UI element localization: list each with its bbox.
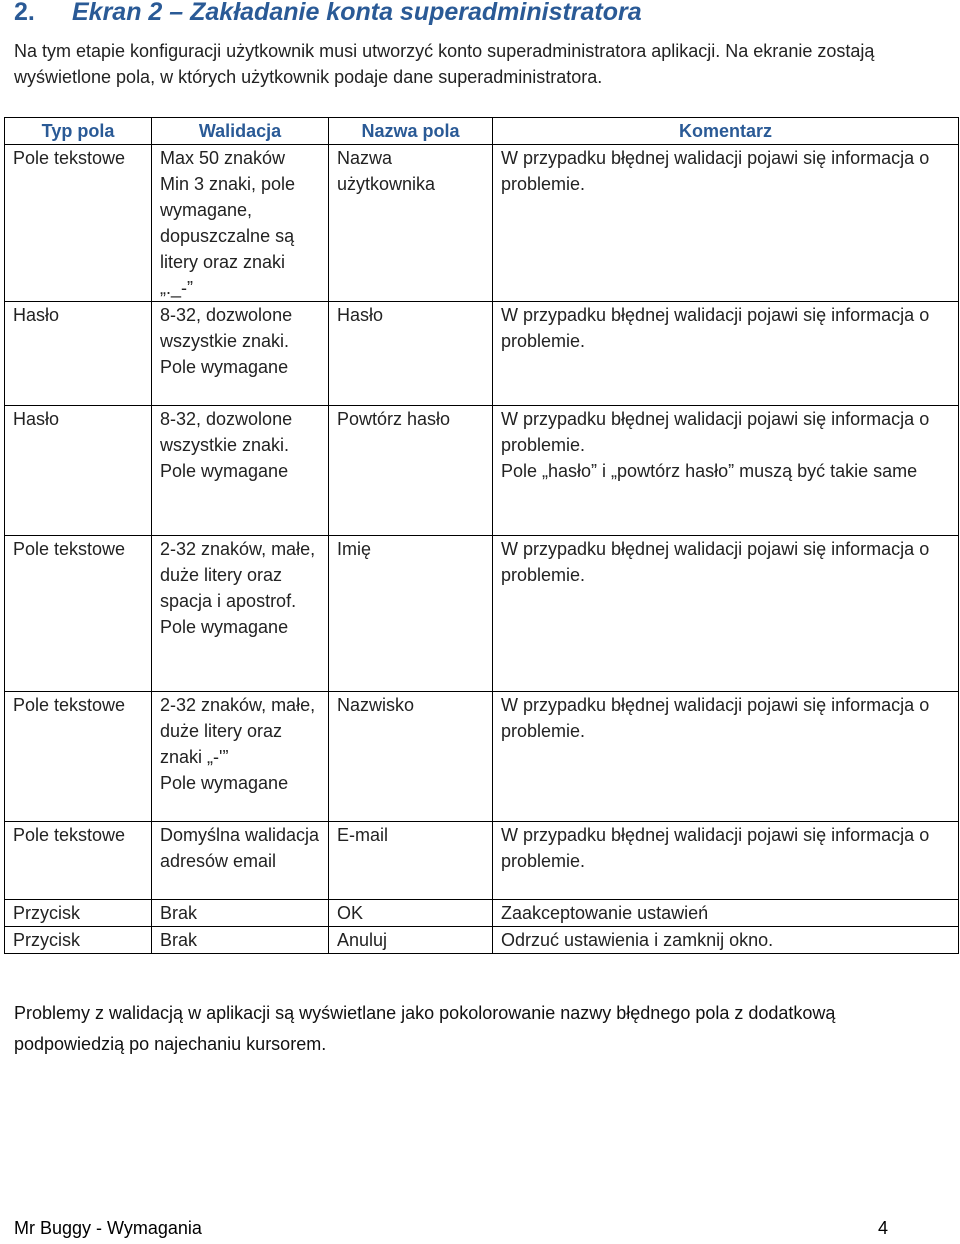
cell-field-name: Nazwisko bbox=[329, 692, 493, 822]
cell-comment: W przypadku błędnej walidacji pojawi się informacja o problemie. bbox=[493, 822, 959, 900]
footer-doc-title: Mr Buggy - Wymagania bbox=[14, 1218, 202, 1238]
cell-comment: W przypadku błędnej walidacji pojawi się informacja o problemie. bbox=[493, 692, 959, 822]
table-row bbox=[5, 692, 959, 822]
page-footer bbox=[14, 1218, 888, 1239]
header-comment: Komentarz bbox=[493, 118, 959, 145]
header-field-type: Typ pola bbox=[5, 118, 152, 145]
fields-table bbox=[4, 117, 959, 954]
cell-field-name: E-mail bbox=[329, 822, 493, 900]
table-row bbox=[5, 536, 959, 692]
section-heading bbox=[14, 0, 642, 27]
cell-validation: 8-32, dozwolone wszystkie znaki. Pole wymagane bbox=[152, 406, 329, 536]
cell-field-type: Pole tekstowe bbox=[5, 822, 152, 900]
cell-field-name: Anuluj bbox=[329, 927, 493, 954]
cell-field-type: Pole tekstowe bbox=[5, 536, 152, 692]
section-title: Ekran 2 – Zakładanie konta superadministratora bbox=[72, 0, 642, 26]
cell-field-name: Powtórz hasło bbox=[329, 406, 493, 536]
cell-validation: Domyślna walidacja adresów email bbox=[152, 822, 329, 900]
cell-field-type: Pole tekstowe bbox=[5, 692, 152, 822]
cell-validation: Brak bbox=[152, 927, 329, 954]
cell-field-type: Hasło bbox=[5, 406, 152, 536]
page-number: 4 bbox=[877, 1218, 888, 1238]
cell-field-type: Przycisk bbox=[5, 927, 152, 954]
cell-comment: Zaakceptowanie ustawień bbox=[493, 900, 959, 927]
header-validation: Walidacja bbox=[152, 118, 329, 145]
cell-comment: W przypadku błędnej walidacji pojawi się informacja o problemie. bbox=[493, 145, 959, 302]
table-row bbox=[5, 406, 959, 536]
table-row bbox=[5, 900, 959, 927]
table-row bbox=[5, 302, 959, 406]
cell-field-type: Pole tekstowe bbox=[5, 145, 152, 302]
cell-comment: W przypadku błędnej walidacji pojawi się informacja o problemie. Pole „hasło” i „powtórz hasło” muszą być takie same bbox=[493, 406, 959, 536]
cell-field-name: Nazwa użytkownika bbox=[329, 145, 493, 302]
cell-validation: 2-32 znaków, małe, duże litery oraz spacja i apostrof. Pole wymagane bbox=[152, 536, 329, 692]
table-row bbox=[5, 822, 959, 900]
validation-note: Problemy z walidacją w aplikacji są wyświetlane jako pokolorowanie nazwy błędnego pola z dodatkową podpowiedzią po najechaniu kursorem. bbox=[14, 1003, 836, 1054]
section-number: 2. bbox=[14, 0, 35, 26]
table-row bbox=[5, 927, 959, 954]
cell-validation: Brak bbox=[152, 900, 329, 927]
table-body bbox=[5, 145, 959, 954]
cell-comment: W przypadku błędnej walidacji pojawi się informacja o problemie. bbox=[493, 536, 959, 692]
cell-validation: 8-32, dozwolone wszystkie znaki. Pole wymagane bbox=[152, 302, 329, 406]
cell-field-type: Hasło bbox=[5, 302, 152, 406]
cell-validation: Max 50 znaków Min 3 znaki, pole wymagane, dopuszczalne są litery oraz znaki „._-” bbox=[152, 145, 329, 302]
header-field-name: Nazwa pola bbox=[329, 118, 493, 145]
cell-field-type: Przycisk bbox=[5, 900, 152, 927]
cell-validation: 2-32 znaków, małe, duże litery oraz znaki „-'” Pole wymagane bbox=[152, 692, 329, 822]
table-row bbox=[5, 145, 959, 302]
cell-field-name: Imię bbox=[329, 536, 493, 692]
cell-field-name: OK bbox=[329, 900, 493, 927]
table-header-row bbox=[5, 118, 959, 145]
intro-paragraph: Na tym etapie konfiguracji użytkownik musi utworzyć konto superadministratora aplikacji. Na ekranie zostają wyświetlone pola, w których użytkownik podaje dane superadministratora. bbox=[14, 41, 875, 87]
cell-comment: W przypadku błędnej walidacji pojawi się informacja o problemie. bbox=[493, 302, 959, 406]
cell-comment: Odrzuć ustawienia i zamknij okno. bbox=[493, 927, 959, 954]
cell-field-name: Hasło bbox=[329, 302, 493, 406]
